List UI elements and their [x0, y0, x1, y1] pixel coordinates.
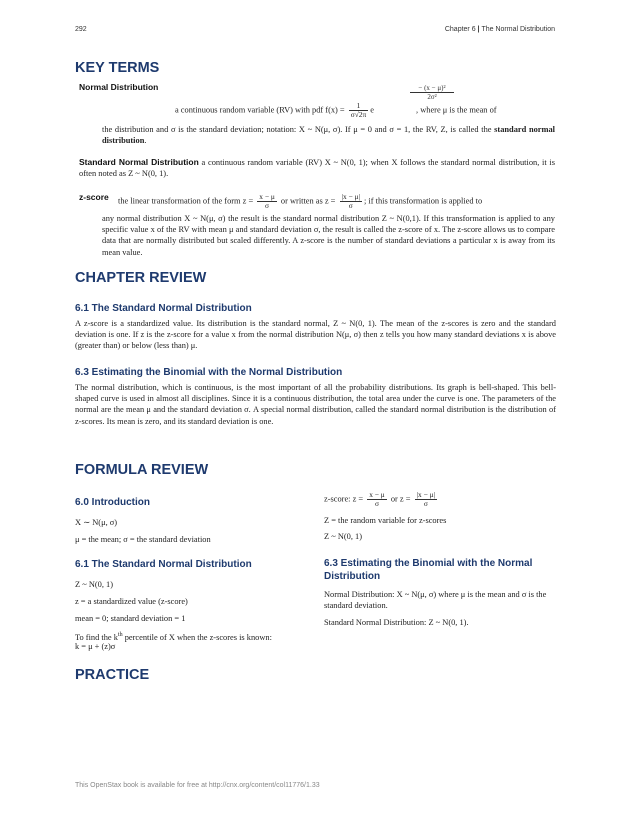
review-6-3-text: The normal distribution, which is continuous, is the most important of all the probability distributions. Its graph is bell-shaped. This bell-shaped curve is used in almost all disciplines. Since it is a continuous distribution, the total area under the curve is one. The parameters of the normal are the mean μ and the standard deviation σ. A special normal distribution, called the standard normal distribution is the distribution of z-scores. Its mean is zero, and its standard deviation is one. — [75, 383, 556, 426]
formula-zscore-fraction-1 — [367, 491, 387, 508]
term-z-score: z-score — [79, 192, 109, 202]
formula-frac2-num: |x − μ| — [416, 490, 436, 499]
running-header — [445, 26, 555, 33]
formula-6-1-heading: 6.1 The Standard Normal Distribution — [75, 559, 252, 570]
review-6-1-heading: 6.1 The Standard Normal Distribution — [75, 303, 252, 314]
formula-6-0-heading: 6.0 Introduction — [75, 497, 150, 508]
formula-frac2-den: σ — [423, 499, 428, 508]
term-normal-distribution: Normal Distribution — [79, 82, 159, 92]
review-6-1-text: A z-score is a standardized value. Its distribution is the standard normal, Z ~ N(0, 1). The mean of the z-scores is zero and the standard deviation is one. If z is the z-score for a value x from the normal distribution N(μ, σ) then z tells you how many standard deviations x is above (greater than) or below (less than) μ. — [75, 319, 556, 351]
chapter-label: Chapter 6 — [444, 26, 476, 33]
formula-6-3-line1: Normal Distribution: X ~ N(μ, σ) where μ is the mean and σ is the standard deviation. — [324, 590, 547, 611]
zscore-formula-label: z-score: z = — [324, 494, 364, 504]
pdf-fraction-num: 1 — [349, 102, 368, 111]
normal-definition-line1 — [175, 102, 497, 119]
practice-heading: PRACTICE — [75, 667, 150, 683]
formula-zscore-line — [324, 491, 439, 508]
formula-6-0-line2: μ = the mean; σ = the standard deviation — [75, 535, 211, 544]
zscore-frac2-den: σ — [348, 201, 353, 210]
percentile-text-a: To find the k — [75, 632, 118, 642]
review-6-3-heading: 6.3 Estimating the Binomial with the Normal Distribution — [75, 367, 343, 378]
pdf-e: e — [370, 105, 374, 115]
normal-bold-term: standard normal distribution — [102, 125, 555, 146]
zscore-frac2-num: |x − μ| — [341, 192, 360, 201]
formula-zscore-line2: Z = the random variable for z-scores — [324, 516, 447, 525]
formula-6-1-line2: z = a standardized value (z-score) — [75, 597, 188, 606]
page-footer: This OpenStax book is available for free at http://cnx.org/content/col11776/1.33 — [75, 782, 320, 789]
normal-end: . — [144, 136, 147, 146]
pdf-fraction-den: σ√2π — [350, 110, 367, 119]
pdf-exponent — [410, 84, 454, 101]
zscore-definition-body: any normal distribution X ~ N(μ, σ) the result is the standard normal distribution Z ~ N(0,1). If this transformation is applied to any specific value x of the RV with mean μ and standard deviation σ, the result is called the z-score of x. The z-score allows us to compare data that are normally distributed but scaled differently. A z-score is the number of standard deviations a particular x is away from its mean value. — [102, 214, 555, 257]
formula-zscore-line3: Z ~ N(0, 1) — [324, 532, 363, 541]
formula-6-3-heading: 6.3 Estimating the Binomial with the Normal Distribution — [324, 558, 533, 582]
key-terms-heading: KEY TERMS — [75, 60, 160, 76]
pdf-exponent-denominator: 2σ² — [427, 93, 437, 101]
page-number: 292 — [75, 26, 87, 33]
zscore-frac1-num: x − μ — [259, 192, 275, 201]
zscore-fraction-1 — [257, 193, 277, 210]
formula-zscore-fraction-2 — [415, 491, 437, 508]
formula-review-heading: FORMULA REVIEW — [75, 462, 209, 478]
zscore-frac1-den: σ — [265, 201, 270, 210]
zscore-fraction-2 — [340, 193, 362, 210]
standard-normal-text: a continuous random variable (RV) X ~ N(0, 1); when X follows the standard normal distribution, it is often noted as Z ~ N(0, 1). — [79, 158, 555, 179]
term-standard-normal: Standard Normal Distribution — [79, 157, 199, 167]
zscore-definition-line1 — [118, 193, 482, 210]
pdf-fraction — [349, 102, 368, 119]
chapter-title: The Normal Distribution — [481, 26, 555, 33]
chapter-review-heading: CHAPTER REVIEW — [75, 270, 207, 286]
formula-or: or z = — [390, 494, 411, 504]
formula-frac1-den: σ — [375, 499, 379, 508]
standard-normal-entry — [79, 157, 555, 179]
formula-frac1-num: x − μ — [369, 490, 385, 499]
pdf-exponent-numerator: − (x − μ)² — [410, 84, 454, 93]
zscore-text-b: or written as z = — [280, 196, 336, 206]
normal-text-c: the distribution and σ is the standard deviation; notation: X ~ N(μ, σ). If μ = 0 and σ = 1, the RV, Z, is called the — [102, 125, 492, 134]
normal-definition-body — [102, 124, 555, 146]
normal-text-a: a continuous random variable (RV) with pdf f(x) = — [175, 105, 345, 115]
zscore-text-c: ; if this transformation is applied to — [363, 196, 483, 206]
formula-6-0-line1: X ∼ N(μ, σ) — [75, 518, 118, 527]
formula-6-1-line3: mean = 0; standard deviation = 1 — [75, 614, 186, 623]
percentile-superscript: th — [117, 632, 123, 638]
formula-6-1-line1: Z ~ N(0, 1) — [75, 580, 114, 589]
percentile-text-b: percentile of X when the z-scores is known: — [122, 632, 272, 642]
formula-6-1-line5: k = μ + (z)σ — [75, 642, 116, 651]
normal-text-b: , where μ is the mean of — [416, 105, 497, 115]
formula-6-3-line2: Standard Normal Distribution: Z ~ N(0, 1). — [324, 618, 469, 627]
zscore-text-a: the linear transformation of the form z = — [118, 196, 254, 206]
header-separator: | — [475, 26, 482, 33]
